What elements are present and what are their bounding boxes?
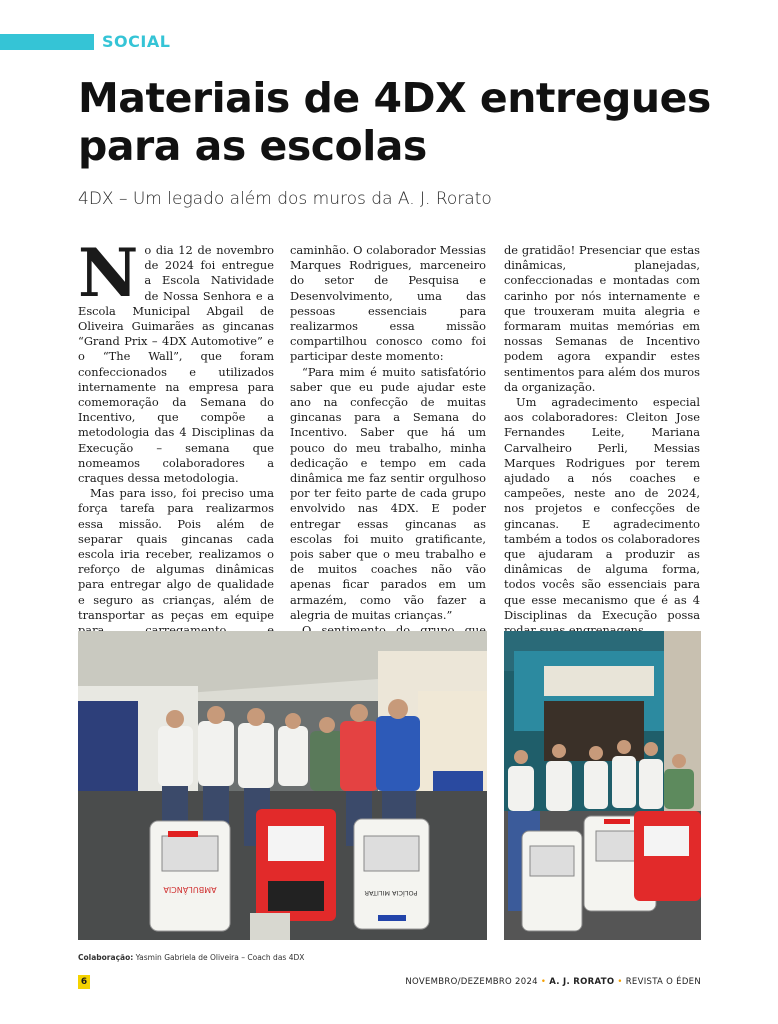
paragraph: caminhão. O colaborador Messias Marques Rodrigues, marceneiro do setor de Pesquisa e Desenvolvimento, uma das pessoas essenciais para realizarmos essa missão compartilhou conosco como foi participar deste momento: [290, 243, 486, 364]
police-label: POLÍCIA MILITAR [364, 889, 418, 897]
footer-magazine: REVISTA O ÉDEN [625, 977, 701, 987]
group-photo-secondary [504, 631, 701, 940]
footer-separator: • [617, 977, 623, 987]
article-title: Materiais de 4DX entregues para as escolas [78, 74, 711, 170]
caption-label: Colaboração: [78, 953, 134, 962]
footer-brand: A. J. RORATO [549, 977, 615, 987]
article-subtitle: 4DX – Um legado além dos muros da A. J. Rorato [78, 189, 492, 209]
group-photo-main [78, 631, 487, 940]
paragraph [78, 234, 274, 486]
group-photo-illustration [504, 631, 701, 940]
text-column-1 [78, 234, 274, 653]
quote-paragraph: “Para mim é muito satisfatório saber que eu pude ajudar este ano na confecção de muitas gincanas para a Semana do Incentivo. Saber que há um pouco do meu trabalho, minha dedicação e tempo em cada dinâmica me faz sentir orgulhoso por ter feito parte de cada grupo envolvido nas 4DX. E poder entregar essas gincanas as escolas foi muito gratificante, pois saber que o meu trabalho e de muitos coaches não vão apenas ficar parados em um armazém, como vão fazer a alegria de muitas crianças.” [290, 364, 486, 622]
footer-date: NOVEMBRO/DEZEMBRO 2024 [405, 977, 538, 987]
page-number: 6 [78, 975, 90, 989]
section-label: SOCIAL [102, 32, 171, 51]
section-color-bar [0, 34, 94, 50]
text-column-2 [290, 243, 486, 669]
paragraph: Um agradecimento especial aos colaboradores: Cleiton Jose Fernandes Leite, Mariana Carvalheiro Perli, Messias Marques Rodrigues por terem ajudado a nós coaches e campeões, neste ano de 2024, nos projetos e confecções de gincanas. E agradecimento também a todos os colaboradores que ajudaram a produzir as dinâmicas de alguma forma, todos vocês são essenciais para que esse mecanismo que é as 4 Disciplinas da Execução possa [504, 395, 700, 622]
text-column-3 [504, 243, 700, 638]
paragraph-text: o dia 12 de novembro de 2024 foi entregue a Escola Natividade de Nossa Senhora e a Escola Municipal Abgail de Oliveira Guimarães as gincanas “Grand Prix – 4DX Automotive” e o “The Wall”, que foram confeccionados e utilizados internamente na empresa para comemoração da Semana do Incentivo, que compõe a metodologia das 4 Disciplinas da Execução – semana que nomeamos colaboradores a craques dessa metodologia. [78, 243, 274, 486]
ambulance-label: AMBULÂNCIA [163, 885, 217, 894]
paragraph: de gratidão! Presenciar que estas dinâmicas, planejadas, confeccionadas e montadas com carinho por nós internamente e que trouxeram muita alegria e formaram muitas memórias em nossas Semanas de Incentivo podem agora expandir estes sentimentos para além dos muros da organização. [504, 243, 700, 394]
caption-text: Yasmin Gabriela de Oliveira – Coach das 4DX [133, 953, 305, 962]
page-footer [405, 977, 701, 987]
paragraph: Mas para isso, foi preciso uma força tarefa para realizarmos essa missão. Pois além de separar quais gincanas cada escola iria receber, realizamos o reforço de algumas dinâmicas para entregar algo de qualidade e seguro as crianças, além de transportar as peças em equipe [78, 486, 274, 622]
photo-caption [78, 953, 304, 962]
footer-separator: • [540, 977, 547, 987]
group-photo-illustration [78, 631, 487, 940]
drop-cap: N [78, 234, 139, 312]
